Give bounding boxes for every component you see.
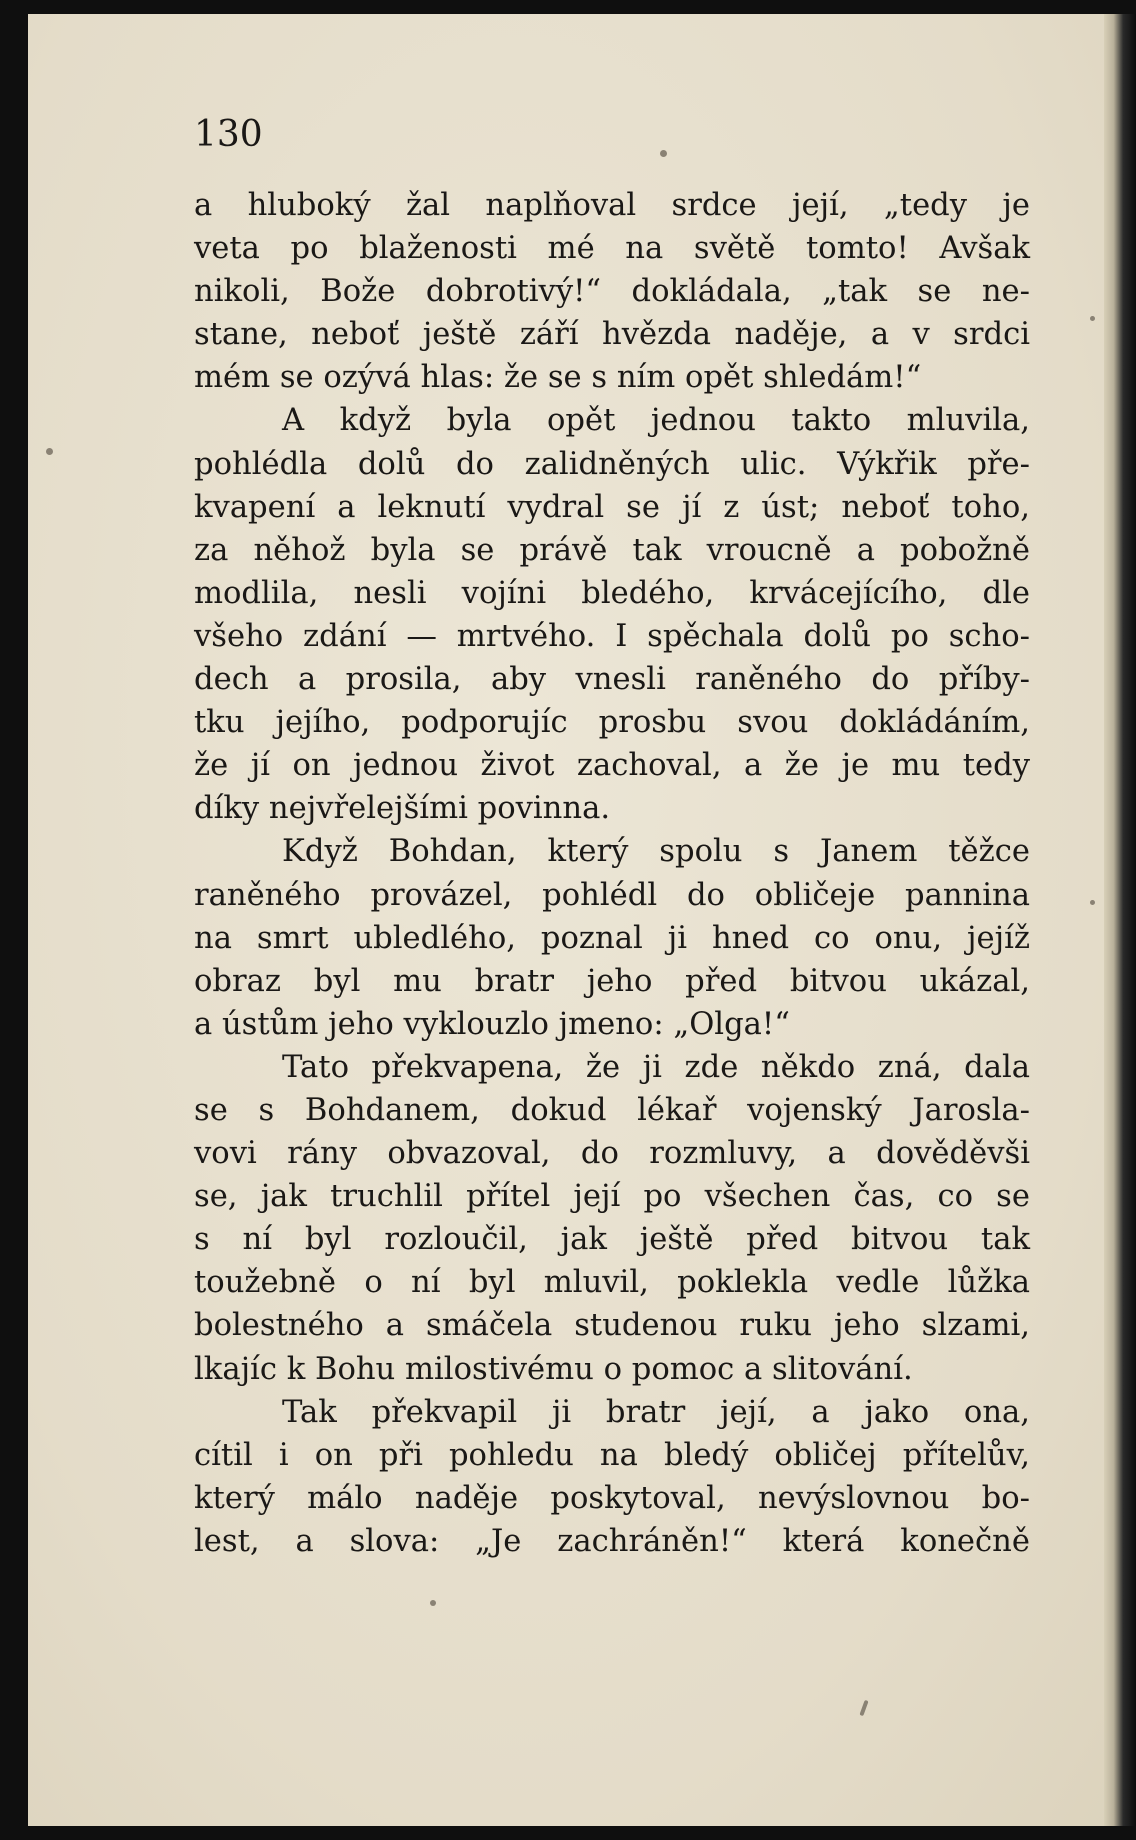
text-line: tku jejího, podporujíc prosbu svou dokládáním, [194,705,1030,741]
text-line: cítil i on při pohledu na bledý obličej přítelův, [194,1437,1030,1473]
paper-speck [430,1600,436,1606]
text-line: bolestného a smáčela studenou ruku jeho slzami, [194,1308,1030,1344]
text-line: modlila, nesli vojíni bledého, krvácejícího, dle [194,575,1030,611]
page-binding-edge [1104,14,1136,1826]
text-line: lest, a slova: „Je zachráněn!“ která konečně [194,1523,1030,1559]
paper-speck [660,150,667,157]
paper-speck [1090,900,1095,905]
text-line: který málo naděje poskytoval, nevýslovnou bo- [194,1480,1030,1516]
text-line: se, jak truchlil přítel její po všechen čas, co se [194,1179,1030,1215]
text-line: a ústům jeho vyklouzlo jmeno: „Olga!“ [194,1006,790,1042]
paragraph-start-line: Tak překvapil ji bratr její, a jako ona, [282,1394,1030,1430]
text-line: dech a prosila, aby vnesli raněného do příby- [194,662,1030,698]
text-line: pohlédla dolů do zalidněných ulic. Výkřik pře- [194,446,1030,482]
body-text [194,184,1030,1563]
text-line: obraz byl mu bratr jeho před bitvou ukázal, [194,963,1030,999]
page-number: 130 [194,114,263,155]
text-line: kvapení a leknutí vydral se jí z úst; neboť toho, [194,489,1030,525]
text-line: díky nejvřelejšími povinna. [194,791,611,827]
text-line: se s Bohdanem, dokud lékař vojenský Jarosla- [194,1092,1030,1128]
text-line: za něhož byla se právě tak vroucně a pobožně [194,532,1030,568]
paragraph-start-line: A když byla opět jednou takto mluvila, [282,403,1030,439]
paragraph-start-line: Když Bohdan, který spolu s Janem těžce [282,834,1030,870]
text-line: stane, neboť ještě září hvězda naděje, a v srdci [194,317,1030,353]
text-line: že jí on jednou život zachoval, a že je mu tedy [194,748,1030,784]
text-line: na smrt ubledlého, poznal ji hned co onu, jejíž [194,920,1030,956]
paper-speck [1090,316,1095,321]
text-line: všeho zdání — mrtvého. I spěchala dolů po scho- [194,618,1030,654]
text-line: raněného provázel, pohlédl do obličeje pannina [194,877,1030,913]
paper-speck [46,448,53,455]
text-line: a hluboký žal naplňoval srdce její, „tedy je [194,188,1030,223]
text-line: vovi rány obvazoval, do rozmluvy, a dověděvši [194,1136,1030,1172]
paragraph-start-line: Tato překvapena, že ji zde někdo zná, dala [282,1049,1030,1085]
text-line: mém se ozývá hlas: že se s ním opět shledám!“ [194,360,922,396]
text-line: s ní byl rozloučil, jak ještě před bitvou tak [194,1222,1030,1258]
text-line: veta po blaženosti mé na světě tomto! Avšak [194,231,1030,267]
text-line: toužebně o ní byl mluvil, poklekla vedle lůžka [194,1265,1030,1301]
text-line: nikoli, Bože dobrotivý!“ dokládala, „tak se ne- [194,274,1030,310]
text-line: lkajíc k Bohu milostivému o pomoc a slitování. [194,1351,913,1387]
